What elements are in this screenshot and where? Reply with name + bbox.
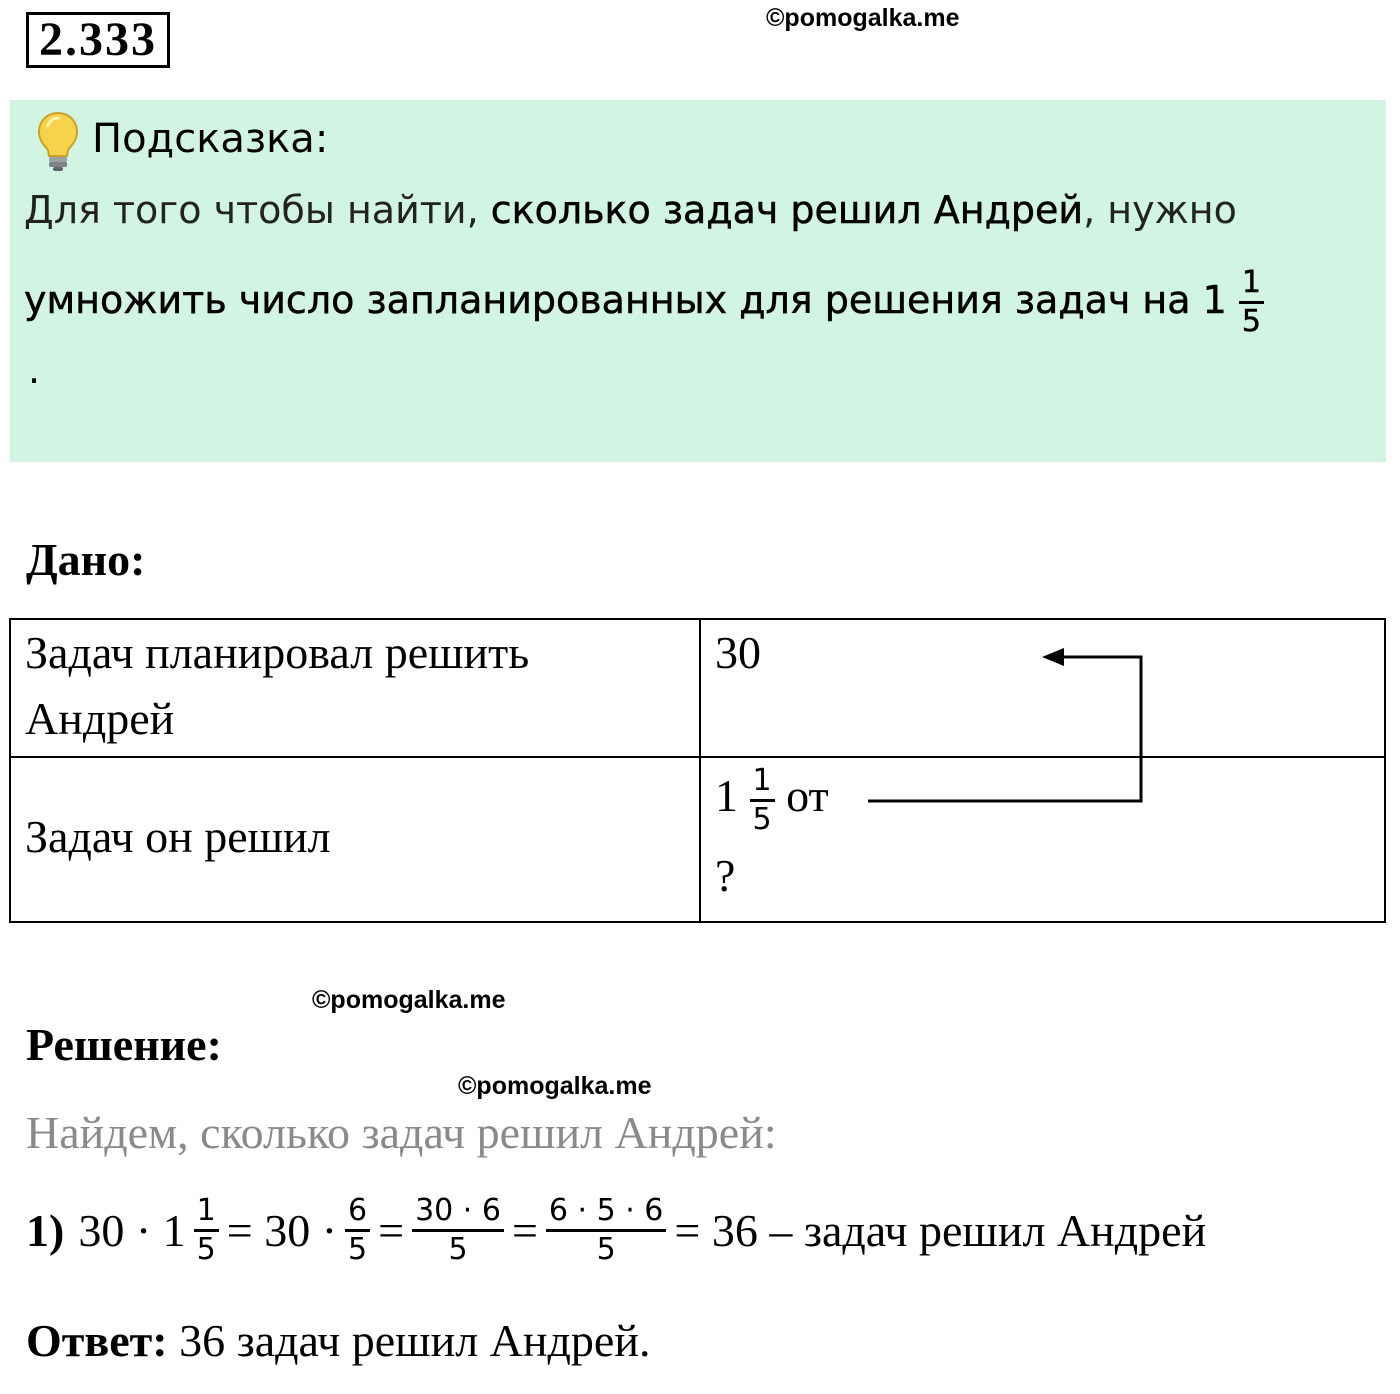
hint-line-3: .	[28, 348, 41, 392]
watermark: ©pomogalka.me	[312, 986, 506, 1014]
table-cell-value	[700, 757, 1385, 922]
hint-title: Подсказка:	[92, 116, 329, 162]
fraction-numerator: 1	[750, 766, 775, 802]
expression-part: = 30 ·	[226, 1205, 338, 1256]
solution-step-1	[26, 1193, 1208, 1267]
mixed-number-whole: 1	[715, 770, 738, 822]
hint-line-2	[24, 265, 1264, 339]
fraction	[194, 1193, 219, 1267]
fraction-denominator: 5	[752, 802, 772, 837]
table-cell-value: 30	[700, 619, 1385, 757]
hint-emphasis: умножить число запланированных для решения задач на 1	[24, 278, 1239, 322]
unknown-value: ?	[715, 850, 736, 901]
fraction	[345, 1193, 370, 1267]
table-cell-label: Задач планировал решить Андрей	[10, 619, 700, 757]
fraction	[412, 1193, 504, 1267]
fraction-denominator: 5	[596, 1232, 616, 1267]
given-table	[9, 618, 1386, 923]
hint-box	[10, 100, 1386, 462]
value-suffix: от	[786, 770, 829, 822]
answer-text: 36 задач решил Андрей.	[167, 1315, 651, 1366]
lightbulb-icon	[34, 110, 82, 172]
step-label: 1)	[26, 1205, 65, 1256]
hint-emphasis: сколько задач решил Андрей	[490, 188, 1084, 232]
given-heading: Дано:	[26, 534, 146, 585]
fraction-denominator: 5	[448, 1232, 468, 1267]
fraction	[546, 1193, 666, 1267]
fraction-numerator: 6	[345, 1196, 370, 1232]
fraction-numerator: 6 · 5 · 6	[546, 1196, 666, 1232]
fraction-numerator: 1	[1239, 268, 1264, 304]
fraction	[1239, 265, 1264, 339]
solution-intro: Найдем, сколько задач решил Андрей:	[26, 1107, 777, 1158]
hint-line-1	[24, 188, 1237, 232]
fraction-numerator: 30 · 6	[412, 1196, 504, 1232]
fraction	[750, 763, 775, 837]
expression-part: = 36 – задач решил Андрей	[674, 1205, 1207, 1256]
watermark: ©pomogalka.me	[766, 4, 960, 32]
answer-label: Ответ:	[26, 1315, 168, 1366]
table-row	[10, 757, 1385, 922]
fraction-denominator: 5	[196, 1232, 216, 1267]
fraction-denominator: 5	[348, 1232, 368, 1267]
fraction-denominator: 5	[1241, 304, 1261, 339]
expression-part: =	[511, 1205, 538, 1256]
hint-text: Для того чтобы найти,	[24, 188, 491, 232]
task-number: 2.333	[26, 12, 170, 68]
hint-text: , нужно	[1083, 188, 1237, 232]
table-cell-label: Задач он решил	[10, 757, 700, 922]
solution-heading: Решение:	[26, 1019, 222, 1070]
fraction-numerator: 1	[194, 1196, 219, 1232]
expression-part: =	[378, 1205, 405, 1256]
watermark: ©pomogalka.me	[458, 1072, 652, 1100]
table-row	[10, 619, 1385, 757]
expression-part: 30 · 1	[78, 1205, 186, 1256]
answer	[26, 1314, 650, 1367]
